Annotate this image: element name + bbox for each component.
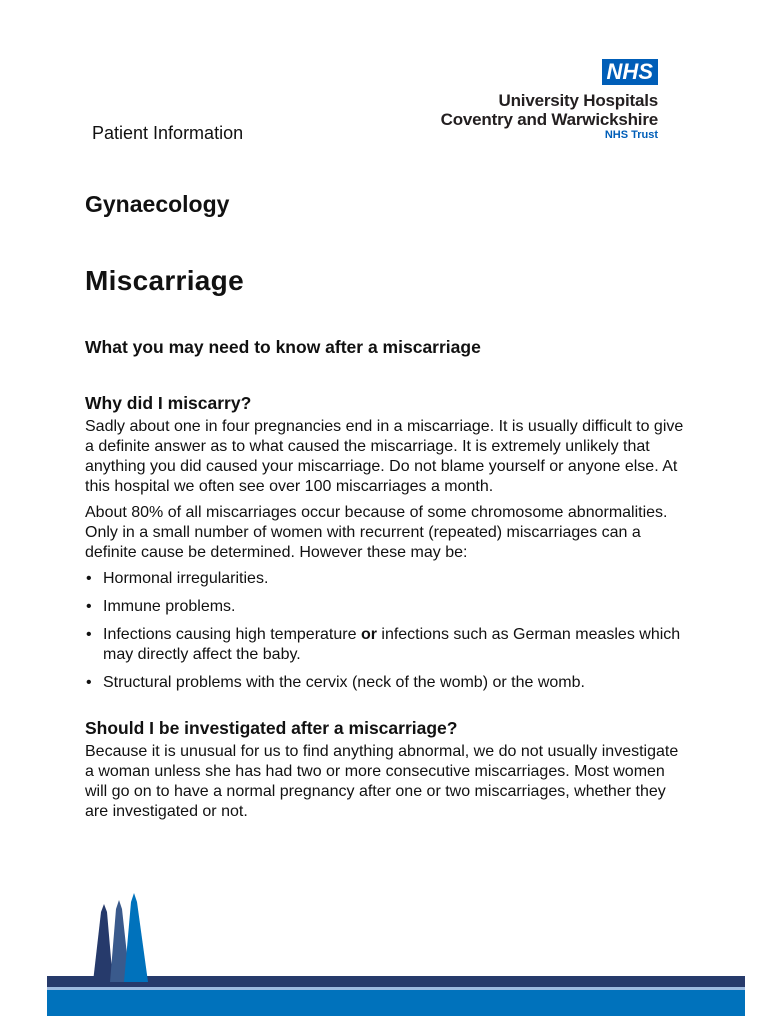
document-body xyxy=(85,336,685,828)
spire-3-icon xyxy=(124,893,148,982)
footer-spires-graphic xyxy=(0,884,768,1024)
bullet-icon: • xyxy=(86,570,92,587)
section-heading: Should I be investigated after a miscarriage? xyxy=(85,718,458,738)
list-item-text: infections such as German measles which may directly affect the baby. xyxy=(103,626,681,663)
department-heading: Gynaecology xyxy=(85,191,230,217)
list-item xyxy=(85,673,685,693)
paragraph: Because it is unusual for us to find anything abnormal, we do not usually investigate a woman unless she has had two or more consecutive miscarriages. Most women will go on to have a normal pregnancy after one or two miscarriages, whether they are investigated or not. xyxy=(85,743,679,820)
list-item xyxy=(85,597,685,617)
causes-list xyxy=(85,569,685,693)
list-item-text: Infections causing high temperature xyxy=(103,626,361,643)
bullet-icon: • xyxy=(86,674,92,691)
patient-information-label: Patient Information xyxy=(92,123,244,143)
section-why-miscarry xyxy=(85,392,685,693)
list-item xyxy=(85,569,685,589)
list-item xyxy=(85,625,685,665)
footer-light-band xyxy=(47,987,745,990)
paragraph: About 80% of all miscarriages occur because of some chromosome abnormalities. Only in a small number of women with recurrent (repeated) miscarriages can a definite cause be determined. However these may be: xyxy=(85,504,668,561)
bullet-icon: • xyxy=(86,598,92,615)
org-name-line-1: University Hospitals xyxy=(498,91,658,110)
emphasis-text: or xyxy=(360,626,377,643)
org-name-line-2: Coventry and Warwickshire xyxy=(440,110,658,129)
paragraph: Sadly about one in four pregnancies end in a miscarriage. It is usually difficult to give a definite answer as to what caused the miscarriage. It is extremely unlikely that anything you did caused your miscarriage. Do not blame yourself or anyone else. At this hospital we often see over 100 miscarriages a month. xyxy=(85,418,684,495)
footer-navy-band xyxy=(47,976,745,987)
page-title: Miscarriage xyxy=(85,265,244,296)
bullet-icon: • xyxy=(86,626,92,643)
footer-blue-band xyxy=(47,990,745,1016)
nhs-trust-label: NHS Trust xyxy=(604,129,658,141)
page-subtitle: What you may need to know after a miscarriage xyxy=(85,337,481,357)
list-item-text: Immune problems. xyxy=(103,598,236,615)
trust-logo xyxy=(441,59,658,142)
list-item-text: Hormonal irregularities. xyxy=(103,570,269,587)
list-item-text: Structural problems with the cervix (neck of the womb) or the womb. xyxy=(103,674,585,691)
nhs-logo: NHS xyxy=(602,59,658,85)
section-heading: Why did I miscarry? xyxy=(85,393,252,413)
spire-1-icon xyxy=(93,904,113,982)
section-investigation xyxy=(85,717,685,822)
